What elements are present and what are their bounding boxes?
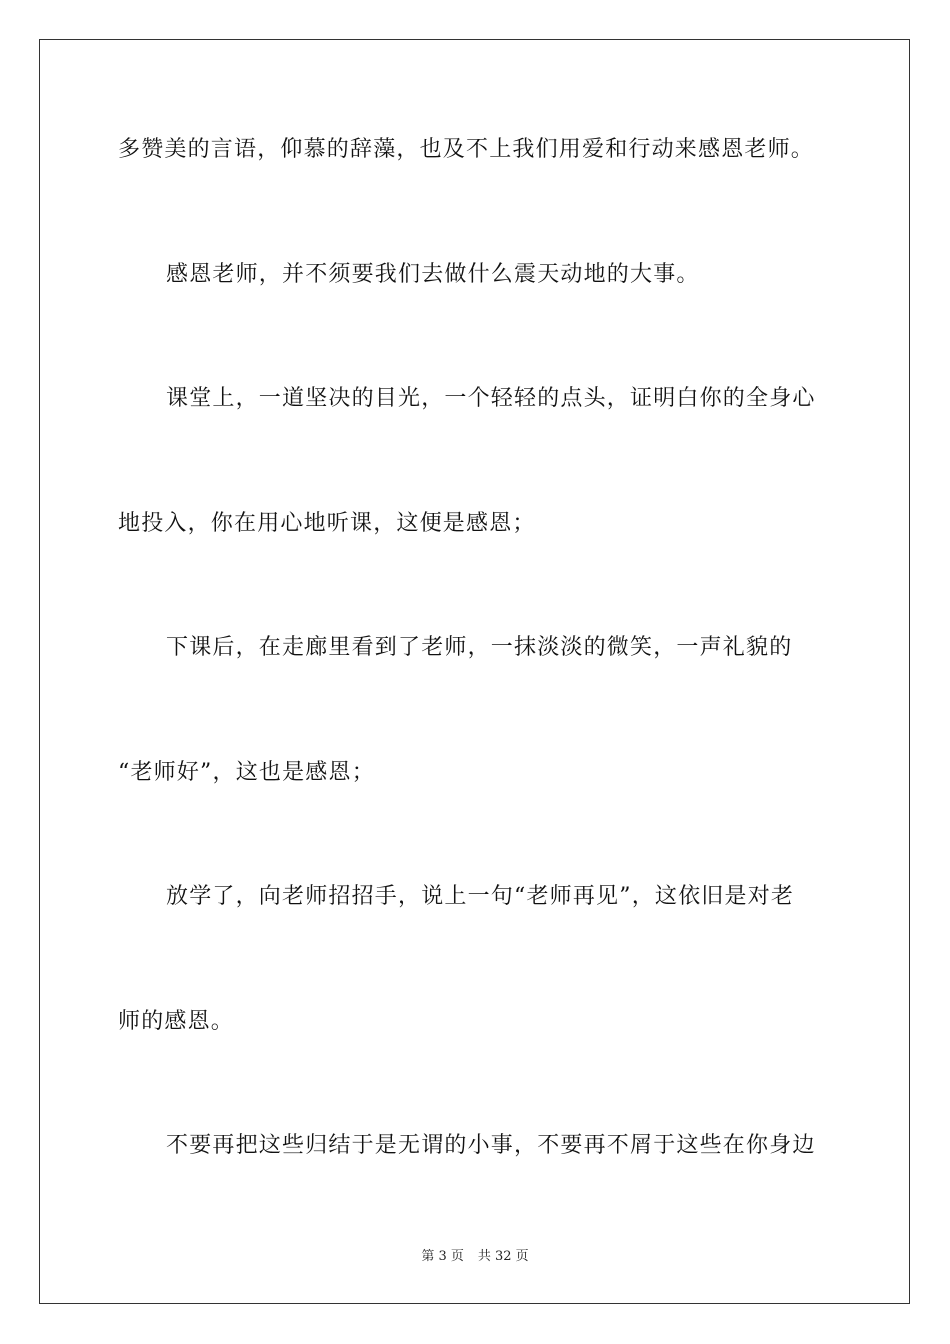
paragraph-start-line-7: 放学了，向老师招招手，说上一句“老师再见”，这依旧是对老 bbox=[166, 884, 795, 909]
page-footer bbox=[0, 1248, 950, 1266]
text-line-1: 多赞美的言语，仰慕的辞藻，也及不上我们用爱和行动来感恩老师。 bbox=[118, 137, 815, 162]
page-number: 第 3 页 bbox=[421, 1249, 464, 1264]
text-line-6: “老师好”，这也是感恩； bbox=[118, 760, 375, 785]
paragraph-start-line-2: 感恩老师，并不须要我们去做什么震天动地的大事。 bbox=[166, 262, 700, 287]
page-border bbox=[39, 39, 910, 1304]
paragraph-start-line-5: 下课后，在走廊里看到了老师，一抹淡淡的微笑，一声礼貌的 bbox=[166, 635, 793, 660]
page-total: 共 32 页 bbox=[477, 1249, 529, 1264]
text-line-4: 地投入，你在用心地听课，这便是感恩； bbox=[118, 511, 536, 536]
paragraph-start-line-9: 不要再把这些归结于是无谓的小事，不要再不屑于这些在你身边 bbox=[166, 1133, 816, 1158]
text-line-8: 师的感恩。 bbox=[118, 1009, 235, 1034]
paragraph-start-line-3: 课堂上，一道坚决的目光，一个轻轻的点头，证明白你的全身心 bbox=[166, 386, 816, 411]
